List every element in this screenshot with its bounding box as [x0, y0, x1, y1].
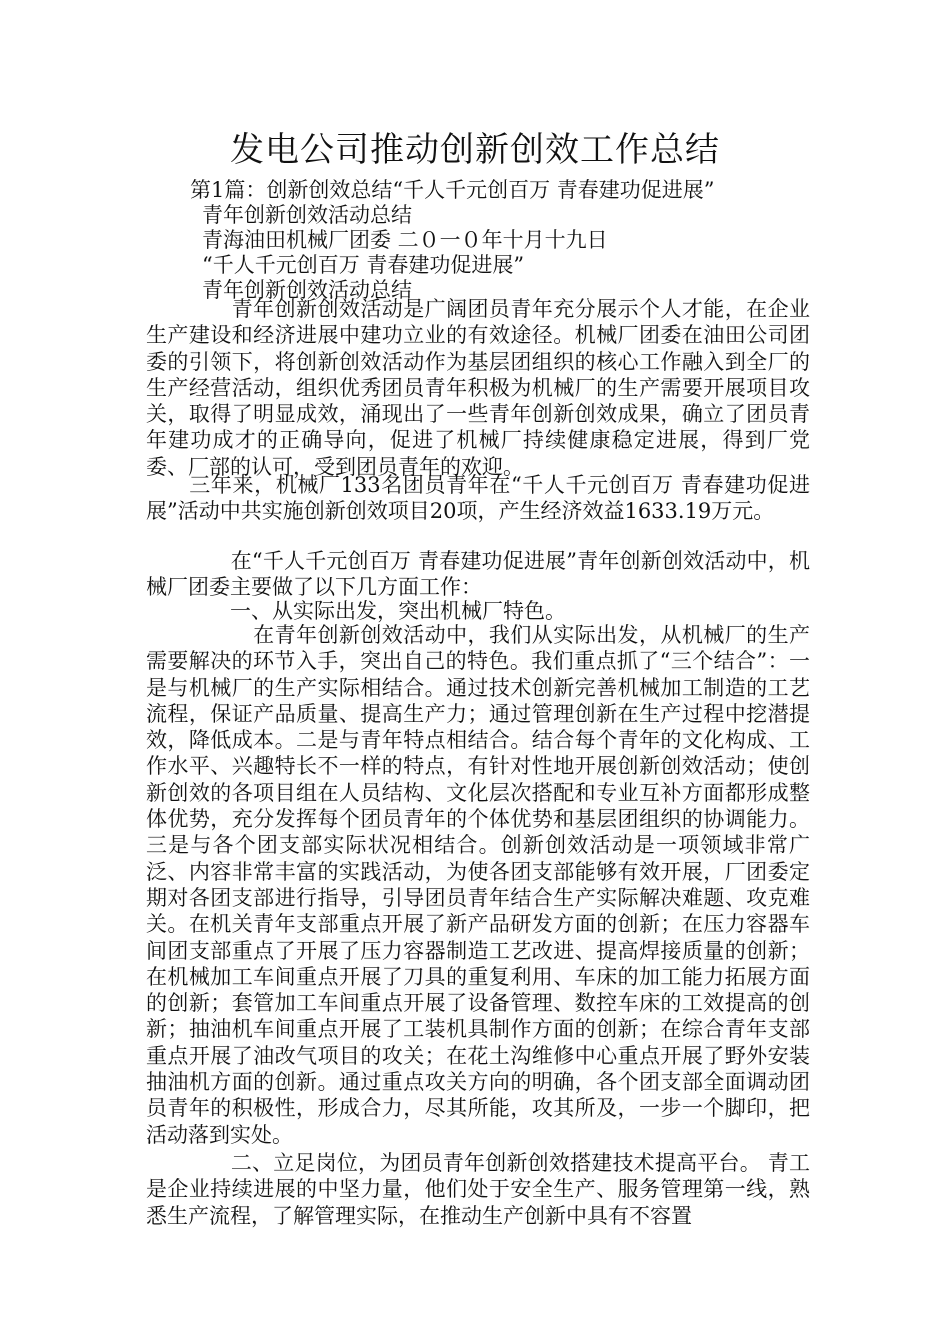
section-heading-one: 一、从实际出发，突出机械厂特色。 — [146, 599, 566, 623]
body-paragraph-intro: 青年创新创效活动是广阔团员青年充分展示个人才能，在企业生产建设和经济进展中建功立业的有效途径。机械厂团委在油田公司团委的引领下，将创新创效活动作为基层团组织的核心工作融入到全厂的生产经营活动，组织优秀团员青年积极为机械厂的生产需要开展项目攻关，取得了明显成效，涌现出了一些青年创新创效成果，确立了团员青年建功成才的正确导向，促进了机械厂持续健康稳定进展，得到厂党委、厂部的认可，受到团员青年的欢迎。 — [146, 297, 810, 479]
body-paragraph-results: 三年来，机械厂133名团员青年在“千人千元创百万 青春建功促进展”活动中共实施创新创效项目20项，产生经济效益1633.19万元。 — [146, 473, 810, 524]
header-line-subtitle: 青年创新创效活动总结 — [202, 203, 412, 227]
header-line-author-date: 青海油田机械厂团委 二０一０年十月十九日 — [202, 228, 608, 252]
body-paragraph-overview: 在“千人千元创百万 青春建功促进展”青年创新创效活动中，机械厂团委主要做了以下几方面工作： — [146, 549, 810, 600]
body-paragraph-section-one: 在青年创新创效活动中，我们从实际出发，从机械厂的生产需要解决的环节入手，突出自己的特色。我们重点抓了“三个结合”：一是与机械厂的生产实际相结合。通过技术创新完善机械加工制造的工艺流程，保证产品质量、提高生产力；通过管理创新在生产过程中挖潜提效，降低成本。二是与青年特点相结合。结合每个青年的文化构成、工作水平、兴趣特长不一样的特点，有针对性地开展创新创效活动；使创新创效的各项目组在人员结构、文化层次搭配和专业互补方面都形成整体优势，充分发挥每个团员青年的个体优势和基层团组织的协调能力。三是与各个团支部实际状况相结合。创新创效活动是一项领域非常广泛、内容非常丰富的实践活动，为使各团支部能够有效开展，厂团委定期对各团支部进行指导，引导团员青年结合生产实际解决难题、攻克难关。在机关青年支部重点开展了新产品研发方面的创新；在压力容器车间团支部重点了开展了压力容器制造工艺改进、提高焊接质量的创新；在机械加工车间重点开展了刀具的重复利用、车床的加工能力拓展方面的创新；套管加工车间重点开展了设备管理、数控车床的工效提高的创新；抽油机车间重点开展了工装机具制作方面的创新；在综合青年支部重点开展了油改气项目的攻关；在花土沟维修中心重点开展了野外安装抽油机方面的创新。通过重点攻关方向的明确，各个团支部全面调动团员青年的积极性，形成合力，尽其所能，攻其所及，一步一个脚印，把活动落到实处。 — [146, 623, 810, 1147]
header-line-subtitle-repeat: 青年创新创效活动总结 — [202, 278, 412, 302]
document-title: 发电公司推动创新创效工作总结 — [230, 130, 720, 170]
body-paragraph-section-two: 二、立足岗位，为团员青年创新创效搭建技术提高平台。 青工是企业持续进展的中坚力量，他们处于安全生产、服务管理第一线，熟悉生产流程，了解管理实际，在推动生产创新中具有不容置 — [146, 1151, 810, 1228]
header-line-chapter: 第1篇：创新创效总结“千人千元创百万 青春建功促进展” — [190, 178, 715, 202]
header-line-slogan: “千人千元创百万 青春建功促进展” — [202, 253, 525, 277]
